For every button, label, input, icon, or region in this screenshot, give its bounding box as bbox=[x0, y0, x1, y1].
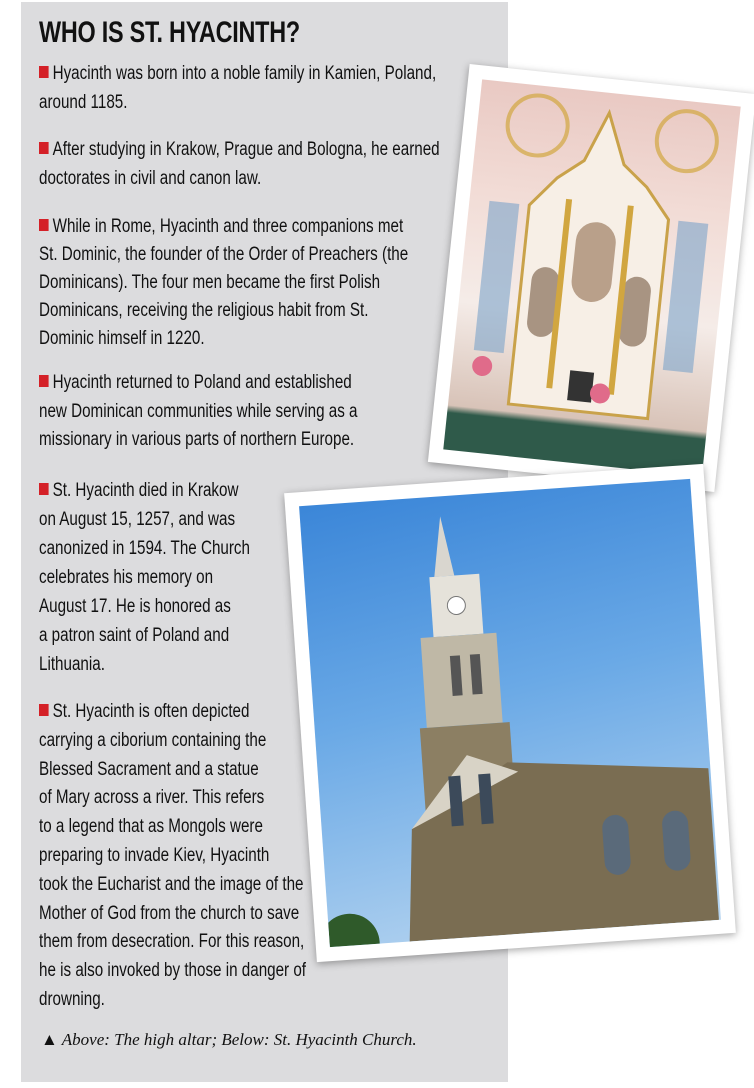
line: celebrates his memory on bbox=[39, 567, 214, 588]
church-illustration bbox=[299, 479, 721, 947]
line: a patron saint of Poland and bbox=[39, 625, 230, 646]
line: St. Dominic, the founder of the Order of Preachers (the bbox=[39, 244, 409, 265]
fact-birth bbox=[39, 60, 436, 117]
line: around 1185. bbox=[39, 91, 128, 113]
line: Hyacinth returned to Poland and established bbox=[52, 372, 352, 393]
bullet-marker bbox=[39, 142, 49, 154]
line: St. Hyacinth is often depicted bbox=[52, 701, 250, 722]
fact-return bbox=[39, 369, 357, 455]
bullet-marker bbox=[39, 483, 49, 495]
line: to a legend that as Mongols were bbox=[39, 816, 263, 838]
altar-illustration bbox=[443, 79, 740, 476]
st-hyacinth-church-photo bbox=[284, 464, 736, 962]
line: preparing to invade Kiev, Hyacinth bbox=[39, 844, 270, 866]
line: missionary in various parts of northern Europe. bbox=[39, 429, 355, 450]
line: Hyacinth was born into a noble family in Kamien, Poland, bbox=[52, 63, 437, 84]
line: Dominicans, receiving the religious habit from St. bbox=[39, 300, 369, 321]
fact-rome bbox=[39, 213, 408, 353]
line: August 17. He is honored as bbox=[39, 596, 231, 617]
fact-depiction bbox=[39, 698, 306, 1015]
line: carrying a ciborium containing the bbox=[39, 729, 267, 751]
line: canonized in 1594. The Church bbox=[39, 538, 250, 559]
sidebar-title: WHO IS ST. HYACINTH? bbox=[39, 16, 300, 49]
line: them from desecration. For this reason, bbox=[39, 931, 305, 953]
line: St. Hyacinth died in Krakow bbox=[52, 480, 239, 501]
line: doctorates in civil and canon law. bbox=[39, 167, 262, 189]
line: Blessed Sacrament and a statue bbox=[39, 758, 259, 780]
line: After studying in Krakow, Prague and Bologna, he earned bbox=[52, 139, 440, 160]
bullet-marker bbox=[39, 66, 49, 78]
photo-caption bbox=[41, 1030, 417, 1050]
line: While in Rome, Hyacinth and three companions met bbox=[52, 216, 404, 237]
line: drowning. bbox=[39, 988, 105, 1010]
fact-education bbox=[39, 136, 440, 193]
line: on August 15, 1257, and was bbox=[39, 509, 236, 530]
bullet-marker bbox=[39, 375, 49, 387]
triangle-up-icon: ▲ bbox=[41, 1030, 58, 1049]
line: took the Eucharist and the image of the bbox=[39, 873, 304, 895]
bullet-marker bbox=[39, 704, 49, 716]
line: he is also invoked by those in danger of bbox=[39, 960, 307, 982]
caption-text: Above: The high altar; Below: St. Hyacinth Church. bbox=[61, 1030, 417, 1049]
line: Lithuania. bbox=[39, 654, 105, 675]
line: Mother of God from the church to save bbox=[39, 902, 300, 924]
line: new Dominican communities while serving as a bbox=[39, 400, 358, 422]
bullet-marker bbox=[39, 219, 49, 231]
line: Dominicans). The four men became the first Polish bbox=[39, 272, 381, 293]
fact-death bbox=[39, 476, 250, 679]
line: Dominic himself in 1220. bbox=[39, 328, 205, 349]
high-altar-photo bbox=[428, 64, 754, 492]
line: of Mary across a river. This refers bbox=[39, 787, 265, 809]
